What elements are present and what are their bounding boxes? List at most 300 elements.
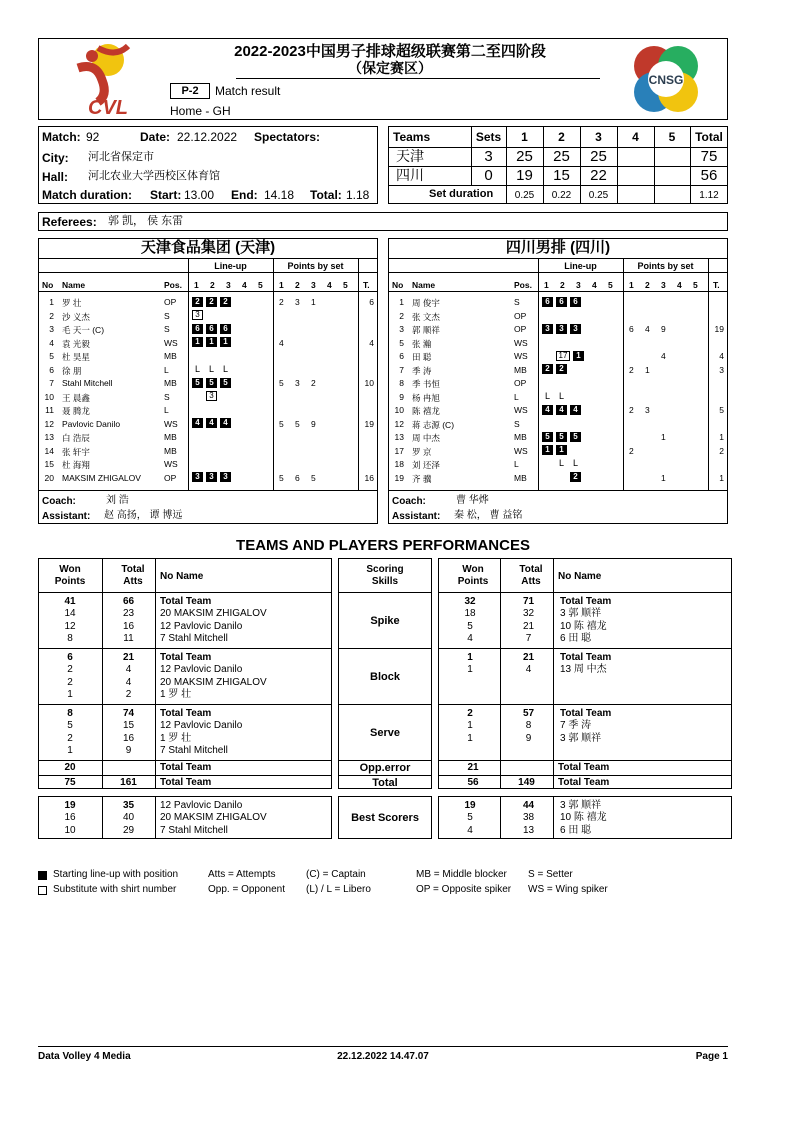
total-atts: 74 — [122, 708, 135, 719]
player-name: 3 郭 顺祥 — [560, 800, 602, 811]
total-right-name: Total Team — [558, 777, 610, 788]
player-set-points: 1 — [661, 472, 666, 483]
lineup-cell: 17 — [556, 351, 570, 361]
hdr-atts-r2: Atts — [521, 576, 541, 587]
won-points: 10 — [64, 824, 76, 836]
player-set-points: 4 — [279, 337, 284, 348]
player-row — [388, 403, 728, 417]
player-pos: S — [514, 418, 520, 429]
team_b-col-no: No — [392, 280, 404, 290]
city-label: City: — [42, 151, 69, 165]
player-name: 季 书恒 — [412, 379, 440, 389]
player-name: 季 涛 — [412, 365, 432, 376]
player-name: Total Team — [560, 652, 612, 663]
player-name: 蒋 志源 (C) — [412, 419, 455, 430]
player-pos: OP — [514, 378, 527, 388]
lineup-cell: 4 — [206, 418, 217, 428]
score-cell-team: 四川 — [396, 167, 424, 183]
player-name: 周 中杰 — [412, 433, 440, 443]
rule — [38, 258, 378, 259]
legend-cap: (C) = Captain — [306, 869, 366, 880]
player-name: 3 郭 顺祥 — [560, 732, 602, 744]
player-lineup — [192, 310, 206, 321]
total-atts: 38 — [522, 812, 535, 824]
player-name: Total Team — [160, 596, 212, 607]
lineup-cell: 3 — [542, 324, 553, 334]
spectators-label: Spectators: — [254, 130, 321, 144]
lineup-cell: L — [194, 363, 200, 374]
player-name: 20 MAKSIM ZHIGALOV — [160, 676, 267, 688]
won-points: 4 — [467, 824, 473, 836]
team_a-lineup-col-1: 2 — [210, 280, 215, 290]
lineup-cell: 3 — [220, 472, 231, 482]
player-name: 白 浩辰 — [62, 433, 90, 443]
total-atts: 21 — [122, 652, 135, 663]
cvl-logo-text: CVL — [88, 97, 128, 118]
player-no: 13 — [394, 432, 404, 442]
player-name: 张 轩宇 — [62, 446, 90, 457]
team_a-lineup-col-2: 3 — [226, 280, 231, 290]
player-no: 6 — [49, 364, 54, 375]
player-lineup — [542, 296, 584, 307]
lineup-cell: 2 — [570, 472, 581, 482]
score-header-6: 5 — [668, 130, 676, 144]
hdr-name-r: No Name — [558, 571, 602, 582]
skill-total: Total — [372, 777, 398, 789]
player-pos: WS — [164, 337, 178, 348]
lineup-cell: 1 — [192, 337, 203, 347]
player-set-points: 4 — [661, 351, 666, 361]
player-set-points: 2 — [629, 405, 634, 415]
player-row — [388, 390, 728, 404]
lineup-cell: 2 — [220, 297, 231, 307]
hdr-skill-2: Skills — [371, 576, 399, 587]
player-name: 1 罗 壮 — [160, 732, 192, 744]
lineup-cell: L — [208, 363, 214, 374]
player-no: 12 — [44, 418, 54, 429]
team_b-lineup-label: Line-up — [564, 261, 597, 271]
player-name: 郭 顺祥 — [412, 325, 440, 335]
footer-center: 22.12.2022 14.47.07 — [337, 1051, 429, 1062]
team_a-lineup-col-0: 1 — [194, 280, 199, 290]
score-cell-sets: 0 — [484, 167, 493, 184]
won-points: 12 — [64, 620, 76, 632]
player-row — [38, 376, 378, 390]
player-pos: OP — [514, 324, 527, 334]
hdr-skill-1: Scoring — [366, 564, 404, 575]
team_a-col-t: T. — [363, 280, 370, 290]
lineup-cell: 4 — [556, 405, 567, 415]
player-set-points: 5 — [311, 472, 316, 483]
player-row — [388, 322, 728, 336]
score-cell-s3: 25 — [590, 148, 607, 165]
referees-names: 郭 凯， 侯 东雷 — [108, 215, 184, 227]
player-pos: MB — [164, 432, 177, 442]
footer-left: Data Volley 4 Media — [38, 1051, 131, 1062]
player-set-points: 2 — [629, 364, 634, 375]
player-set-points: 4 — [645, 324, 650, 334]
perf-rule — [338, 592, 432, 593]
player-lineup — [192, 323, 234, 334]
team_a-coach-label: Coach: — [42, 496, 76, 507]
player-set-points: 5 — [279, 472, 284, 483]
score-cell-s3: 22 — [590, 167, 607, 184]
player-set-points: 1 — [645, 364, 650, 375]
player-set-points: 6 — [629, 324, 634, 334]
player-name: 杨 冉旭 — [412, 392, 440, 403]
legend-lib: (L) / L = Libero — [306, 884, 371, 895]
won-points: 2 — [67, 732, 73, 744]
cnsg-logo-text: CNSG — [648, 73, 684, 87]
legend-opp: Opp. = Opponent — [208, 884, 286, 895]
skill-spike: Spike — [370, 615, 400, 627]
perf-rule — [338, 760, 432, 761]
team_a-coach: 刘 浩 — [106, 495, 129, 506]
total-atts: 15 — [122, 720, 135, 732]
player-lineup — [192, 418, 234, 429]
player-total: 2 — [719, 445, 724, 456]
perf-rule — [38, 704, 332, 705]
player-name: 12 Pavlovic Danilo — [160, 720, 243, 732]
player-row — [388, 444, 728, 458]
opp-error-right: 21 — [467, 762, 479, 773]
player-set-points: 5 — [279, 418, 284, 429]
player-row — [388, 363, 728, 377]
hdr-won-1: Won — [59, 564, 81, 575]
total-right-won: 56 — [467, 777, 479, 788]
total-atts: 40 — [122, 812, 135, 824]
start-label: Start: — [150, 188, 182, 202]
hdr-atts-r1: Total — [519, 564, 543, 575]
hdr-atts-2: Atts — [123, 576, 143, 587]
won-points: 18 — [464, 608, 476, 620]
player-row — [38, 390, 378, 404]
team_b-lineup-col-4: 5 — [608, 280, 613, 290]
player-no: 19 — [394, 472, 404, 483]
player-name: 13 周 中杰 — [560, 664, 607, 676]
total-label: Total: — [310, 188, 342, 202]
title-line1: 2022-2023中国男子排球超级联赛第二至四阶段 — [234, 43, 546, 60]
player-name: 沙 义杰 — [62, 311, 90, 322]
lineup-cell: 1 — [220, 337, 231, 347]
total-atts: 4 — [525, 664, 532, 676]
player-row — [38, 336, 378, 350]
team_a-points-col-3: 4 — [327, 280, 332, 290]
match-label: Match: — [42, 130, 81, 144]
player-row — [388, 336, 728, 350]
player-set-points: 3 — [295, 297, 300, 307]
player-no: 6 — [399, 351, 404, 361]
total-atts: 16 — [122, 732, 135, 744]
player-name: 7 Stahl Mitchell — [160, 632, 228, 644]
team_a-assistant: 赵 高扬， 谭 博远 — [104, 510, 183, 521]
performance-title: TEAMS AND PLAYERS PERFORMANCES — [236, 537, 530, 554]
player-lineup — [542, 404, 584, 415]
player-name: 陈 禧龙 — [412, 406, 440, 416]
perf-rule — [438, 760, 732, 761]
lineup-cell: L — [572, 458, 578, 468]
team_b-coach: 曹 华烨 — [456, 495, 489, 506]
player-row — [38, 471, 378, 485]
player-no: 13 — [44, 432, 54, 442]
lineup-cell: 5 — [570, 432, 581, 442]
score-header-0: Teams — [393, 130, 431, 144]
team_b-assistant-label: Assistant: — [392, 511, 441, 522]
footer-right: Page 1 — [695, 1051, 728, 1062]
team_a-assistant-label: Assistant: — [42, 511, 91, 522]
total-atts: 66 — [122, 596, 135, 607]
lineup-cell: 3 — [570, 324, 581, 334]
player-pos: WS — [514, 445, 528, 456]
player-no: 10 — [394, 405, 404, 415]
player-name: 20 MAKSIM ZHIGALOV — [160, 812, 267, 824]
player-lineup — [192, 391, 220, 402]
total-atts: 71 — [522, 596, 535, 607]
lineup-cell: 1 — [573, 351, 584, 361]
player-pos: MB — [514, 472, 527, 483]
score-cell-s2: 15 — [553, 167, 570, 184]
perf-rule — [438, 704, 732, 705]
won-points: 8 — [67, 632, 73, 644]
player-pos: S — [164, 324, 170, 334]
team_b-lineup-col-1: 2 — [560, 280, 565, 290]
player-pos: S — [514, 297, 520, 307]
hdr-won-2: Points — [54, 576, 86, 587]
cnsg-logo — [626, 42, 706, 118]
player-lineup — [192, 364, 234, 374]
opp-error-left-name: Total Team — [160, 762, 212, 773]
player-row — [388, 349, 728, 363]
player-set-points: 2 — [279, 297, 284, 307]
player-set-points: 3 — [295, 378, 300, 388]
player-lineup — [542, 445, 570, 456]
player-name: 12 Pavlovic Danilo — [160, 620, 243, 632]
player-row — [38, 322, 378, 336]
won-points: 19 — [464, 800, 476, 811]
player-no: 1 — [399, 297, 404, 307]
player-set-points: 9 — [311, 418, 316, 429]
player-set-points: 2 — [629, 445, 634, 456]
player-name: 杜 昊星 — [62, 352, 90, 362]
total-atts: 11 — [123, 632, 134, 644]
opp-error-right-name: Total Team — [558, 762, 610, 773]
rule — [388, 272, 728, 273]
player-no: 18 — [394, 459, 404, 469]
lineup-cell: L — [544, 390, 550, 401]
player-name: 毛 天一 (C) — [62, 325, 105, 335]
won-points: 5 — [467, 620, 473, 632]
perf-rule — [438, 648, 732, 649]
player-pos: MB — [164, 445, 177, 456]
player-pos: MB — [514, 432, 527, 442]
player-pos: S — [164, 310, 170, 321]
player-lineup — [542, 364, 570, 375]
won-points: 1 — [67, 744, 73, 756]
perf-rule — [338, 704, 432, 705]
date-label: Date: — [140, 130, 171, 144]
player-total: 19 — [714, 324, 724, 334]
total-atts: 23 — [122, 608, 135, 620]
player-lineup — [542, 350, 587, 361]
date-value: 22.12.2022 — [177, 130, 238, 144]
lineup-cell: 6 — [206, 324, 217, 334]
skill-best-scorers: Best Scorers — [351, 812, 419, 824]
player-no: 3 — [399, 324, 404, 334]
lineup-cell: 5 — [542, 432, 553, 442]
player-no: 7 — [49, 378, 54, 388]
team_b-lineup-col-3: 4 — [592, 280, 597, 290]
score-header-1: Sets — [475, 130, 502, 144]
set-duration-1: 0.22 — [551, 190, 572, 201]
player-name: 张 瀚 — [412, 338, 432, 349]
player-row — [38, 430, 378, 444]
perf-col-rule — [155, 796, 156, 839]
player-total: 1 — [719, 472, 724, 483]
player-no: 11 — [45, 405, 54, 415]
total-atts: 44 — [522, 800, 535, 811]
lineup-cell: 3 — [192, 310, 203, 320]
team_b-title: 四川男排 (四川) — [505, 239, 611, 256]
lineup-cell: 2 — [206, 297, 217, 307]
player-row — [38, 349, 378, 363]
player-no: 3 — [49, 324, 54, 334]
won-points: 4 — [467, 632, 473, 644]
player-lineup — [542, 458, 584, 468]
set-duration-0: 0.25 — [514, 190, 535, 201]
total-atts: 2 — [125, 688, 132, 700]
player-row — [388, 471, 728, 485]
player-lineup — [542, 391, 570, 401]
player-name: 王 晨鑫 — [62, 392, 90, 403]
won-points: 1 — [467, 720, 473, 732]
end-value: 14.18 — [264, 188, 295, 202]
player-pos: OP — [164, 297, 177, 307]
player-name: 刘 还泽 — [412, 460, 440, 470]
start-value: 13.00 — [184, 188, 215, 202]
player-row — [388, 309, 728, 323]
score-cell-team: 天津 — [396, 148, 424, 164]
set-duration-2: 0.25 — [588, 190, 609, 201]
player-pos: WS — [514, 351, 528, 361]
won-points: 19 — [64, 800, 76, 811]
total-value: 1.18 — [346, 188, 370, 202]
player-total: 10 — [364, 378, 374, 388]
team_b-col-t: T. — [713, 280, 720, 290]
player-pos: OP — [164, 472, 177, 483]
legend-start: Starting line-up with position — [53, 869, 179, 880]
player-name: Total Team — [560, 596, 612, 607]
perf-rule — [38, 648, 332, 649]
player-no: 5 — [49, 351, 54, 361]
won-points: 8 — [67, 708, 73, 719]
player-name: 罗 京 — [412, 446, 432, 457]
total-atts: 32 — [522, 608, 535, 620]
won-points: 2 — [67, 676, 73, 688]
starting-lineup-swatch — [38, 871, 47, 880]
lineup-cell: 6 — [542, 297, 553, 307]
player-pos: L — [514, 459, 519, 469]
set-duration-5: 1.12 — [699, 190, 719, 201]
skill-opp-error: Opp.error — [359, 762, 411, 774]
title-line2: （保定赛区） — [348, 60, 432, 76]
rule — [38, 272, 378, 273]
team_b-assistant: 秦 松， 曹 益铭 — [454, 510, 523, 521]
legend-sub: Substitute with shirt number — [53, 884, 177, 895]
hdr-atts-1: Total — [121, 564, 145, 575]
lineup-cell: 1 — [206, 337, 217, 347]
player-lineup — [192, 377, 234, 388]
player-no: 20 — [44, 472, 54, 483]
player-name: 12 Pavlovic Danilo — [160, 664, 243, 676]
player-no: 14 — [44, 445, 54, 456]
total-atts: 21 — [522, 652, 535, 663]
team_a-title: 天津食品集团 (天津) — [140, 239, 276, 256]
won-points: 16 — [64, 812, 76, 824]
player-name: 20 MAKSIM ZHIGALOV — [160, 608, 267, 620]
lineup-cell: 2 — [192, 297, 203, 307]
player-name: Total Team — [560, 708, 612, 719]
score-cell-sets: 3 — [484, 148, 493, 165]
player-name: 12 Pavlovic Danilo — [160, 800, 243, 811]
player-set-points: 1 — [661, 432, 666, 442]
perf-rule — [38, 592, 332, 593]
match-number: 92 — [86, 130, 100, 144]
player-pos: MB — [164, 351, 177, 361]
total-atts: 9 — [125, 744, 132, 756]
player-set-points: 3 — [645, 405, 650, 415]
city-value: 河北省保定市 — [88, 151, 154, 163]
team_b-points-col-3: 4 — [677, 280, 682, 290]
team_b-points-label: Points by set — [637, 261, 694, 271]
total-atts: 4 — [125, 676, 132, 688]
player-row — [388, 376, 728, 390]
end-label: End: — [231, 188, 258, 202]
score-header-7: Total — [695, 130, 723, 144]
player-name: 10 陈 禧龙 — [560, 620, 607, 632]
team_a-points-col-0: 1 — [279, 280, 284, 290]
player-row — [388, 295, 728, 309]
player-name: 7 Stahl Mitchell — [160, 824, 228, 836]
player-no: 17 — [394, 445, 404, 456]
total-left-won: 75 — [64, 777, 76, 788]
total-right-atts: 149 — [518, 777, 535, 788]
lineup-cell: 4 — [220, 418, 231, 428]
report-code: P-2 — [170, 83, 210, 99]
total-left-name: Total Team — [160, 777, 212, 788]
won-points: 2 — [467, 708, 473, 719]
player-row — [38, 309, 378, 323]
team_b-col-pos: Pos. — [514, 280, 532, 290]
team_a-col-name: Name — [62, 280, 86, 290]
rule — [388, 291, 728, 292]
player-name: 徐 朋 — [62, 365, 82, 376]
player-no: 12 — [394, 418, 404, 429]
legend-ws: WS = Wing spiker — [528, 884, 608, 895]
player-name: Stahl Mitchell — [62, 378, 113, 388]
player-name: 1 罗 壮 — [160, 688, 192, 700]
player-name: Pavlovic Danilo — [62, 418, 121, 429]
legend-mb: MB = Middle blocker — [416, 869, 507, 880]
player-name: 袁 光毅 — [62, 338, 90, 349]
lineup-cell: 1 — [556, 445, 567, 455]
player-row — [38, 457, 378, 471]
won-points: 1 — [467, 732, 473, 744]
player-pos: L — [514, 391, 519, 402]
skill-serve: Serve — [370, 727, 400, 739]
player-set-points: 1 — [311, 297, 316, 307]
lineup-cell: 6 — [192, 324, 203, 334]
player-row — [38, 417, 378, 431]
